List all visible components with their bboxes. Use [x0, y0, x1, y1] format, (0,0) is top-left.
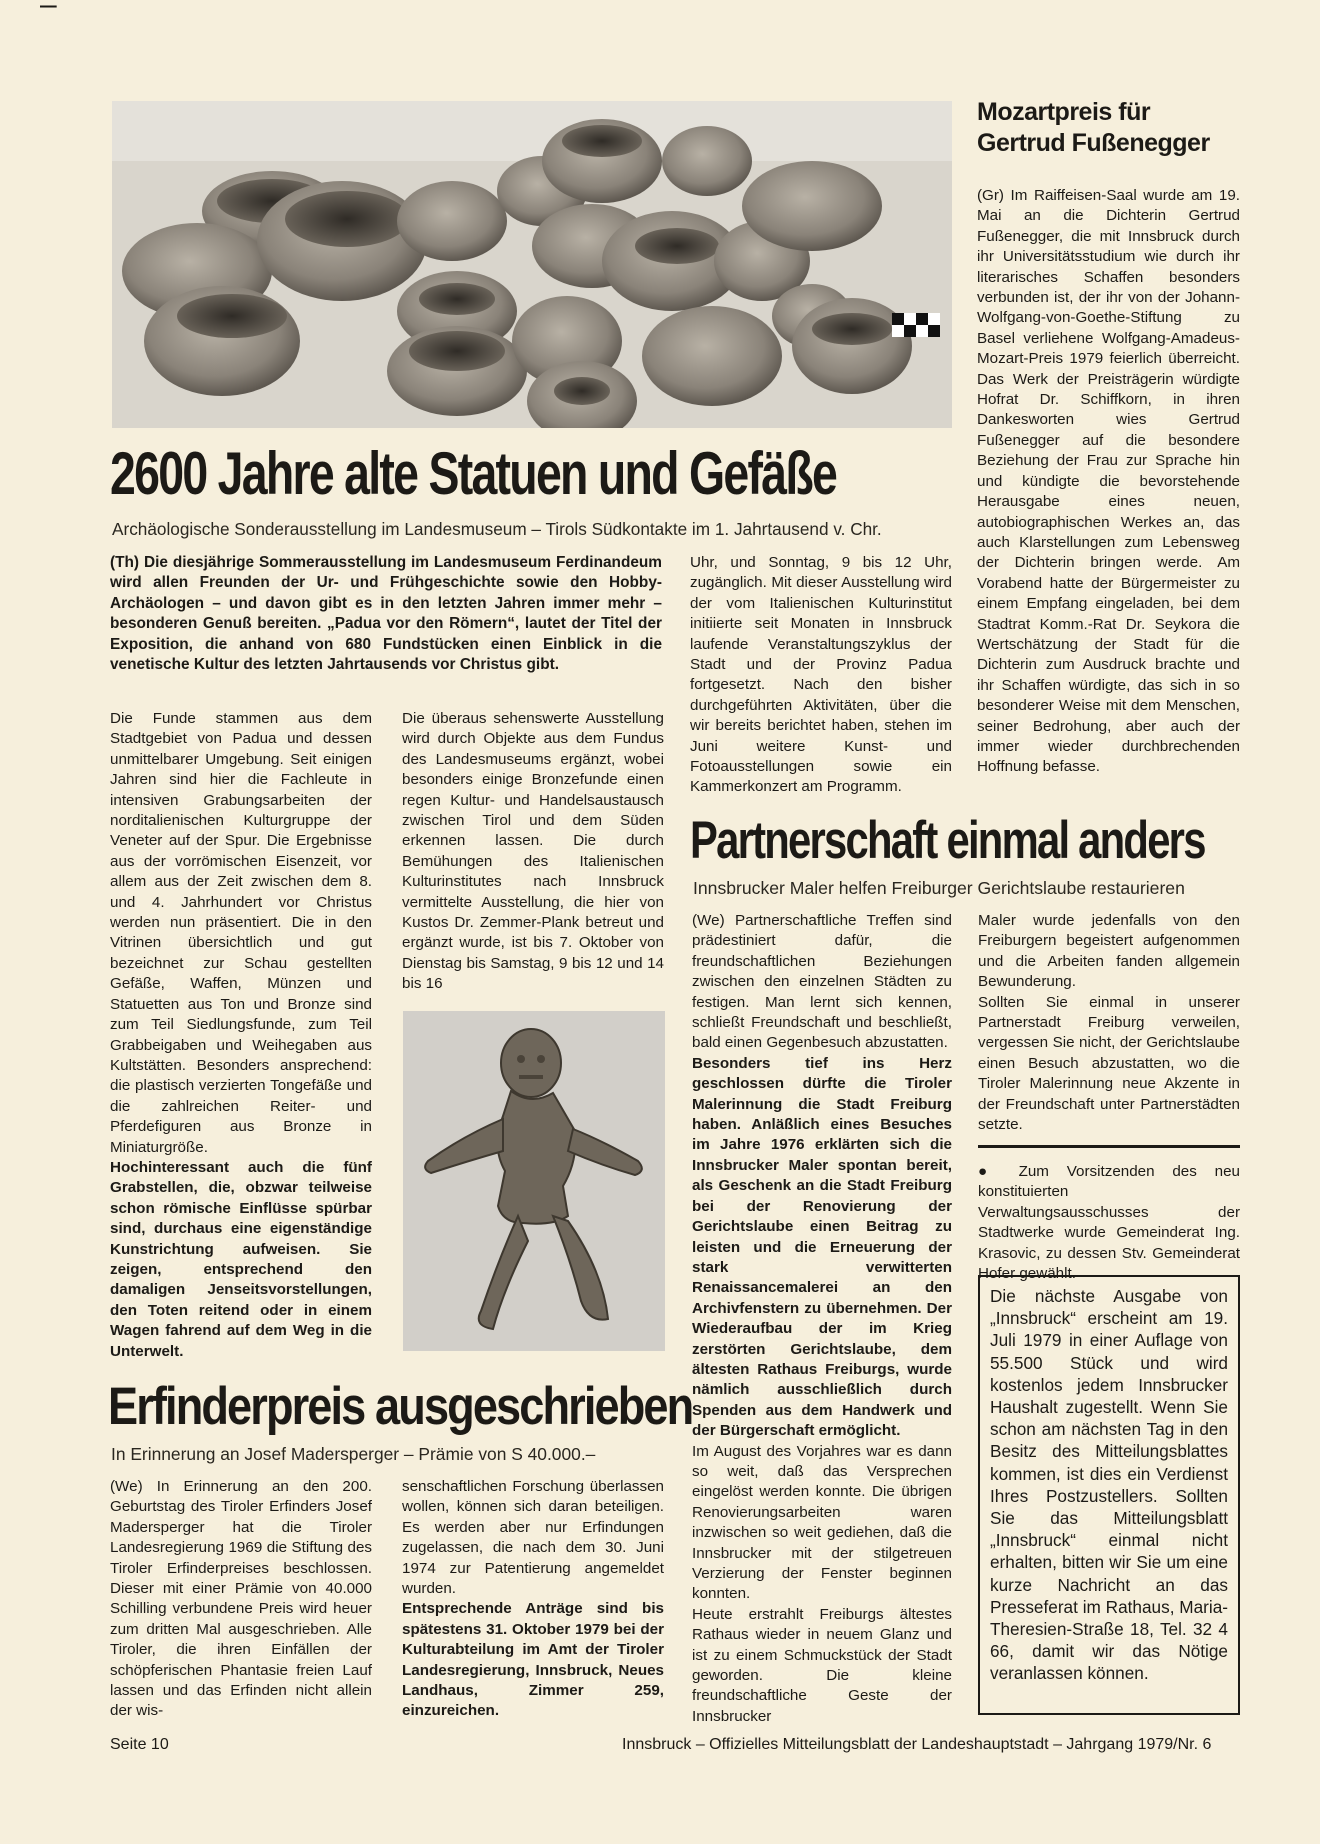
mozart-title: [977, 97, 1210, 159]
erfinder-col1: (We) In Erinnerung an den 200. Geburtstag des Tiroler Erfinders Josef Madersperger hat die Tiroler Landesregierung 1969 die Stiftung des Tiroler Erfinderpreises beschlossen. Dieser mit einer Prämie von 40.000 Schilling verbundene Preis wird heuer zum dritten Mal ausgeschrieben. Alle Tiroler, die ihren Einfällen der schöpferischen Phantasie freien Lauf lassen und das Erfinden nicht allein der wis-: [110, 1478, 372, 1720]
next-issue-box: [978, 1275, 1240, 1715]
pottery-illustration: [112, 101, 952, 428]
main-col1: [110, 709, 372, 1362]
partner-col1-intro: (We) Partnerschaftliche Treffen sind prädestiniert dafür, die freundschaftlichen Beziehungen zwischen den einzelnen Städten zu festigen. Man lernt sich kennen, schließt Freundschaft und beschließt, bald einen Gegenbesuch abzustatten.: [692, 912, 952, 1052]
partner-subtitle: Innsbrucker Maler helfen Freiburger Gerichtslaube restaurieren: [693, 878, 1185, 898]
partner-col2: [978, 911, 1240, 1135]
scale-bar: [892, 313, 940, 337]
erfinder-col2-text: senschaftlichen Forschung überlassen wollen, können sich daran beteiligen. Es werden aber nur Erfindungen zugelassen, die nach dem 30. Juni 1974 zur Patentierung angemeldet wurden.: [402, 1478, 664, 1598]
partner-col1: [692, 911, 952, 1727]
partner-headline: Partnerschaft einmal anders: [690, 812, 1205, 871]
footer-page: Seite 10: [110, 1736, 169, 1753]
bullet-icon: ●: [978, 1163, 1001, 1180]
partner-col1-bold: Besonders tief ins Herz geschlossen dürfte die Tiroler Malerinnung die Stadt Freiburg haben. Anläßlich eines Besuches im Jahre 1976 erklärten sich die Innsbrucker Maler spontan bereit, als Geschenk an die Stadt Freiburg bei der Renovierung der Gerichtslaube einen Beitrag zu leisten und die Erneuerung der stark verwitterten Renaissancemalerei an den Archivfenstern zu übernehmen. Der Wiederaufbau der im Krieg zerstörten Gerichtslaube, dem ältesten Rathaus Freiburgs, wurde nämlich ausschließlich durch Spenden aus dem Handwerk und der Bürgerschaft ermöglicht.: [692, 1054, 952, 1440]
pottery-photo: [112, 101, 952, 428]
partner-col1-p2: Im August des Vorjahres war es dann so weit, daß das Versprechen eingelöst werden konnte. Die übrigen Renovierungsarbeiten waren inzwischen so weit gediehen, daß die Innsbrucker mit der stilgetreuen Verzierung der Fenster beginnen konnten.: [692, 1442, 952, 1603]
mozart-title-line2: Gertrud Fußenegger: [977, 129, 1210, 157]
notice-divider: [978, 1145, 1240, 1148]
erfinder-headline: Erfinderpreis ausgeschrieben: [108, 1378, 693, 1437]
notice: [978, 1162, 1240, 1284]
footer-publication: Innsbruck – Offizielles Mitteilungsblatt der Landeshauptstadt – Jahrgang 1979/Nr. 6: [622, 1736, 1212, 1753]
main-col1-text: Die Funde stammen aus dem Stadtgebiet von Padua und dessen unmittelbarer Umgebung. Seit einigen Jahren sind hier die Fachleute in intensiven Grabungsarbeiten der norditalienischen Kulturgruppe der Veneter auf der Spur. Die Ergebnisse aus der vorrömischen Eisenzeit, vor allem aus der Zeit zwischen dem 8. und 4. Jahrhundert vor Christus werden nun präsentiert. Die in den Vitrinen übersichtlich und gut bezeichnet zur Schau gestellten Gefäße, Waffen, Münzen und Statuetten aus Ton und Bronze sind zum Teil Siedlungsfunde, zum Teil Grabbeigaben und Weihegaben aus Kultstätten. Besonders ansprechend: die plastisch verzierten Tongefäße und die zahlreichen Reiter- und Pferdefiguren aus Bronze in Miniaturgröße.: [110, 710, 372, 1156]
partner-col2-p2: Sollten Sie einmal in unserer Partnerstadt Freiburg verweilen, vergessen Sie nicht, der Gerichtslaube einen Besuch abzustatten, wo die Tiroler Malerinnung neue Akzente in der Freundschaft unter Partnerstädten setzte.: [978, 993, 1240, 1134]
mozart-text: (Gr) Im Raiffeisen-Saal wurde am 19. Mai an die Dichterin Gertrud Fußenegger, die mit Innsbruck durch ihr Universitätsstudium wie durch ihr literarisches Schaffen besonders verbunden ist, der ihr von der Johann-Wolfgang-von-Goethe-Stiftung zu Basel verliehene Wolfgang-Amadeus-Mozart-Preis 1979 feierlich überreicht. Das Werk der Preisträgerin würdigte Hofrat Dr. Schiffkorn, in ihren Dankesworten wies Gertrud Fußenegger auf die besondere Beziehung der Frau zur Sprache hin und kündigte die bevorstehende Herausgabe eines neuen, autobiographischen Werkes an, das auch Klarstellungen zum Lebensweg der Dichterin bringen werde. Am Vorabend hatte der Bürgermeister zu einem Empfang eingeladen, bei dem Stadtrat Komm.-Rat Dr. Seykora die Wertschätzung der Stadt für die Dichterin zum Ausdruck brachte und ihr Schaffen würdigte, das sich in so besonderer Weise mit dem Menschen, seiner Bedrohung, aber auch der immer wieder durchbrechenden Hoffnung befasse.: [977, 187, 1240, 776]
erfinder-col2: [402, 1477, 664, 1722]
notice-text: Zum Vorsitzenden des neu konstituierten Verwaltungsausschusses der Stadtwerke wurde Gemeinderat Ing. Krasovic, zu dessen Stv. Gemeinderat Hofer gewählt.: [978, 1163, 1240, 1283]
partner-col1-p3: Heute erstrahlt Freiburgs ältestes Rathaus wieder in neuem Glanz und ist zu einem Schmuckstück der Stadt geworden. Die kleine freundschaftliche Geste der Innsbrucker: [692, 1605, 952, 1725]
main-col1-bold: Hochinteressant auch die fünf Grabstellen, die, obzwar teilweise schon römische Einflüsse spürbar sind, durchaus eine eigenständige Kunstrichtung aufweisen. Sie zeigen, entsprechend den damaligen Jenseitsvorstellungen, den Toten reitend oder in einem Wagen fahrend auf dem Weg in die Unterwelt.: [110, 1158, 372, 1360]
main-headline: 2600 Jahre alte Statuen und Gefäße: [110, 440, 837, 508]
page-margin-mark: –: [40, 0, 57, 21]
erfinder-col2-bold: Entsprechende Anträge sind bis spätestens 31. Oktober 1979 bei der Kulturabteilung im Amt der Tiroler Landesregierung, Innsbruck, Neues Landhaus, Zimmer 259, einzureichen.: [402, 1600, 664, 1720]
main-col3: Uhr, und Sonntag, 9 bis 12 Uhr, zugänglich. Mit dieser Ausstellung wird der vom Italienischen Kulturinstitut initiierte seit Monaten in Innsbruck laufende Veranstaltungszyklus der Stadt und der Provinz Padua fortgesetzt. Nach den bisher durchgeführten Aktivitäten, über die wir bereits berichtet haben, stehen im Juni weitere Kunst- und Fotoausstellungen sowie ein Kammerkonzert am Programm.: [690, 554, 952, 796]
main-subtitle: Archäologische Sonderausstellung im Landesmuseum – Tirols Südkontakte im 1. Jahrtausend v. Chr.: [112, 519, 882, 539]
next-issue-text: Die nächste Ausgabe von „Innsbruck“ erscheint am 19. Juli 1979 in einer Auflage von 55.500 Stück und wird kostenlos jedem Innsbrucker Haushalt zugestellt. Wenn Sie schon am nächsten Tag in den Besitz des Mitteilungsblattes kommen, ist dies ein Verdienst Ihres Postzustellers. Sollten Sie das Mitteilungsblatt „Innsbruck“ einmal nicht erhalten, bitten wir Sie um eine kurze Nachricht an das Presseferat im Rathaus, Maria-Theresien-Straße 18, Tel. 32 4 66, damit wir das Nötige veranlassen können.: [990, 1286, 1228, 1684]
main-col2: Die überaus sehenswerte Ausstellung wird durch Objekte aus dem Fundus des Landesmuseums ergänzt, wobei besonders einige Bronzefunde einen regen Kultur- und Handelsaustausch zwischen Tirol und dem Süden erkennen lassen. Die durch Bemühungen des Italienischen Kulturinstitutes nach Innsbruck vermittelte Ausstellung, die hier von Kustos Dr. Zemmer-Plank betreut und ergänzt wurde, ist bis 7. Oktober von Dienstag bis Samstag, 9 bis 12 und 14 bis 16: [402, 710, 664, 993]
bronze-statuette-photo: [403, 1011, 665, 1351]
main-lead: (Th) Die diesjährige Sommerausstellung im Landesmuseum Ferdinandeum wird allen Freunden der Ur- und Frühgeschichte sowie den Hobby-Archäologen – und davon gibt es in den letzten Jahren immer mehr – besonderen Genuß bereiten. „Padua vor den Römern“, lautet der Titel der Exposition, die anhand von 680 Fundstücken einen Einblick in die venetische Kultur des letzten Jahrtausends vor Christus gibt.: [110, 554, 662, 674]
statuette-illustration: [403, 1011, 665, 1351]
mozart-title-line1: Mozartpreis für: [977, 98, 1151, 126]
partner-col2-p1: Maler wurde jedenfalls von den Freiburgern begeistert aufgenommen und die Arbeiten fanden allgemein Bewunderung.: [978, 912, 1240, 991]
erfinder-subtitle: In Erinnerung an Josef Madersperger – Prämie von S 40.000.–: [111, 1444, 596, 1464]
